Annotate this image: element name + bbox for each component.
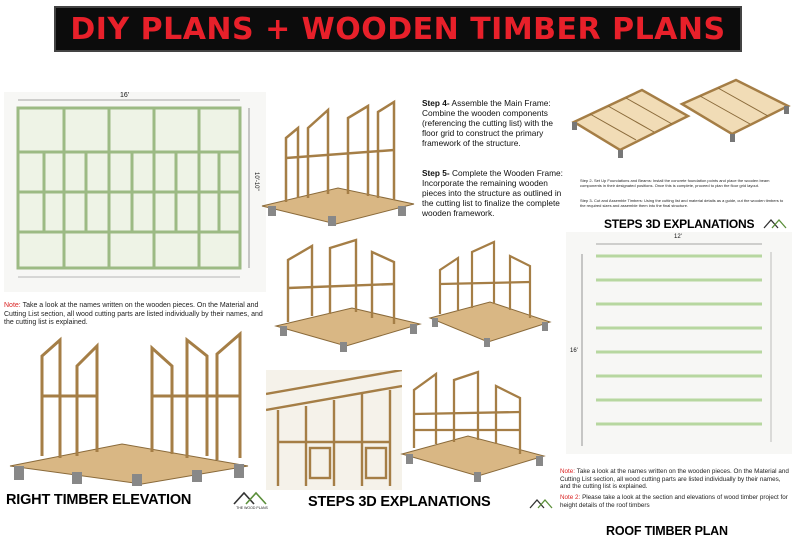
roof-note-1 [560,468,790,491]
floor-grid-renders [570,76,792,162]
center-render-3 [266,370,402,490]
floor-plan-drawing [4,92,266,292]
step4-title: Step 4- [422,98,450,108]
right-elevation-frame [2,326,252,486]
roof-plan-panel [566,232,792,454]
step4-body: Assemble the Main Frame: Combine the wooden components (referencing the cutting list) with the floor grid to construct the primary framework of the structure. [422,98,553,148]
steps-frame-4 [398,368,548,488]
floor-grid-images [570,76,792,162]
center-render-1 [272,238,424,358]
note-label: Note: [4,302,21,309]
step4-text [422,98,570,148]
right-elevation-caption: RIGHT TIMBER ELEVATION [6,492,192,508]
logo-roof-icon [528,498,556,510]
step4-frame [258,98,416,228]
right-elevation-render [2,326,252,486]
floor-width-dim: 16' [120,92,130,99]
steps-frame-1 [272,238,424,358]
roof-height-dim: 16' [570,348,578,354]
roof-plan-caption: ROOF TIMBER PLAN [606,524,728,538]
center-render-2 [426,238,554,358]
roof-note1-label: Note: [560,468,576,475]
roof-note2-text: Please take a look at the section and elevations of wood timber project for height details of the roof timbers [560,494,788,509]
roof-note1-text: Take a look at the names written on the wooden pieces. On the Material and Cutting List section, all wood cutting parts are listed individually by their names, and the cutting list is explained. [560,468,789,491]
title-banner [54,6,742,52]
roof-width-dim: 12' [674,234,682,240]
logo-roof-icon [232,490,272,506]
steps-top-caption: STEPS 3D EXPLANATIONS [604,217,755,231]
step4-render [258,98,416,228]
center-render-4 [398,368,548,488]
roof-note-2 [560,494,790,509]
step2-text: Step 2- Set Up Foundations and Beams: Install the concrete foundation points and place the wooden beam components in their designated positions. Once this is complete, proceed to plan the floor grid layout. [580,178,770,188]
step5-text [422,168,570,218]
floor-plan-note [4,302,270,328]
logo-right-top [762,218,790,230]
floor-height-dim: 10'-10" [253,172,259,191]
step5-body: Complete the Wooden Frame: Incorporate the remaining wooden pieces into the structure as outlined in the cutting list to finalize the complete wooden framework. [422,168,563,218]
step3-text: Step 3- Cut and Assemble Timbers: Using the cutting list and material details as a guide, cut the wooden timbers to the required sizes and assemble them into the final structure. [580,198,784,208]
logo-right-bottom [528,498,556,510]
logo-brand: THE WOOD PLANS [236,506,268,510]
banner-title: DIY PLANS + WOODEN TIMBER PLANS [70,11,726,47]
steps-frame-3 [266,370,402,490]
step5-title: Step 5- [422,168,450,178]
roof-plan-drawing [566,232,792,454]
note-text: Take a look at the names written on the wooden pieces. On the Material and Cutting List section, all wood cutting parts are listed individually by their names, and the cutting list is explained. [4,302,263,326]
steps-frame-2 [426,238,554,358]
logo-roof-icon [762,218,790,230]
roof-note2-label: Note 2: [560,494,581,501]
steps-center-caption: STEPS 3D EXPLANATIONS [308,494,491,510]
floor-plan-panel [4,92,266,292]
logo-left [232,490,272,512]
